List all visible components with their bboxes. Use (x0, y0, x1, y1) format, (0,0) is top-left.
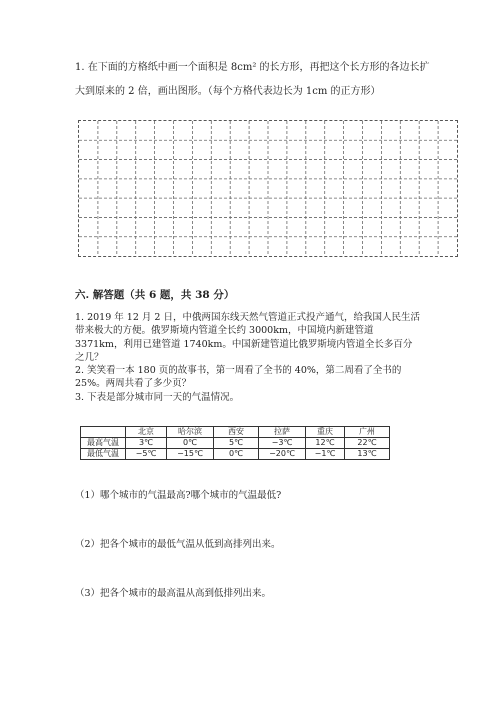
grid-paper (78, 120, 458, 257)
table-cell: 0℃ (214, 449, 259, 460)
table-cell: 13℃ (345, 449, 390, 460)
table-header-cell: 西安 (214, 427, 259, 438)
question-1-line-1: 1. 在下面的方格纸中画一个面积是 8cm² 的长方形，再把这个长方形的各边长扩 (75, 62, 430, 73)
table-header-cell: 广州 (345, 427, 390, 438)
table-cell: −3℃ (259, 438, 306, 449)
table-cell: 最低气温 (81, 449, 126, 460)
table-cell: 3℃ (126, 438, 167, 449)
question-1-line-2: 大到原来的 2 倍，画出图形。（每个方格代表边长为 1cm 的正方形） (75, 86, 381, 97)
table-cell: 22℃ (345, 438, 390, 449)
table-row (81, 438, 390, 449)
problem-2: 2. 笑笑看一本 180 页的故事书，第一周看了全书的 40%，第二周看了全书的 25%。两周共看了多少页？ (75, 365, 402, 390)
sub-question-2: （2）把各个城市的最低气温从低到高排列出来。 (75, 539, 281, 550)
table-header-cell: 拉萨 (259, 427, 306, 438)
table-cell: −5℃ (126, 449, 167, 460)
table-cell: 5℃ (214, 438, 259, 449)
table-cell: −1℃ (306, 449, 345, 460)
table-header-cell: 重庆 (306, 427, 345, 438)
temperature-table (80, 426, 390, 460)
grid-lines (79, 121, 457, 256)
question-1 (75, 56, 435, 104)
table-row (81, 449, 390, 460)
sub-question-3: （3）把各个城市的最高温从高到低排列出来。 (75, 588, 272, 599)
table-cell: 0℃ (167, 438, 214, 449)
table-header-row (81, 427, 390, 438)
table-cell: 12℃ (306, 438, 345, 449)
table-header-cell (81, 427, 126, 438)
problem-1: 1. 2019 年 12 月 2 日，中俄两国东线天然气管道正式投产通气，给我国人民生活带来极大的方便。俄罗斯境内管道全长约 3000km，中国境内新建管道 3371km，利用已建管道 1740km。中国新建管道比俄罗斯境内管道全长多百分之几？ (75, 312, 420, 363)
table-header-cell: 哈尔滨 (167, 427, 214, 438)
table-cell: −20℃ (259, 449, 306, 460)
problem-list (75, 311, 420, 404)
table-header-cell: 北京 (126, 427, 167, 438)
table-cell: −15℃ (167, 449, 214, 460)
sub-question-1: （1）哪个城市的气温最高?哪个城市的气温最低? (75, 490, 282, 501)
section-title: 六. 解答题（共 6 题，共 38 分） (75, 289, 235, 301)
table-cell: 最高气温 (81, 438, 126, 449)
problem-3: 3. 下表是部分城市同一天的气温情况。 (75, 391, 240, 403)
